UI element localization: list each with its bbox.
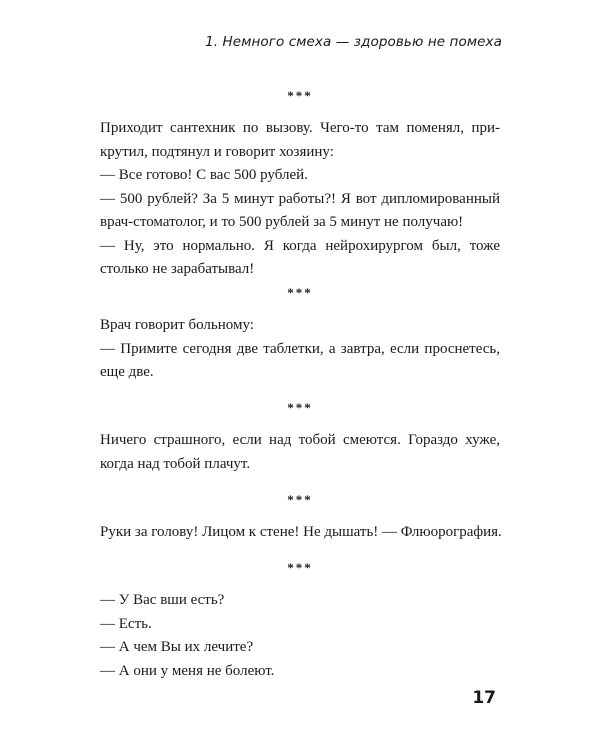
text-line: еще две.: [100, 364, 154, 380]
section-separator: ***: [287, 400, 313, 415]
section-separator: ***: [287, 88, 313, 103]
joke-xray: [100, 521, 500, 545]
section-separator: ***: [287, 492, 313, 507]
text-line: Врач говорит больному:: [100, 317, 254, 333]
running-header: 1. Немного смеха — здоровью не помеха: [205, 34, 502, 50]
text-line: — Есть.: [100, 615, 152, 632]
text-line: Ничего страшного, если над тобой смеются. Гораздо хуже,: [100, 432, 500, 448]
text-line: — А чем Вы их лечите?: [100, 639, 254, 655]
text-line: врач-стоматолог, и то 500 рублей за 5 минут не получаю!: [100, 214, 464, 230]
section-separator: ***: [287, 285, 313, 300]
text-line: Приходит сантехник по вызову. Чего-то там поменял, при-: [100, 120, 500, 136]
text-line: — Все готово! С вас 500 рублей.: [100, 167, 308, 183]
text-line: — А они у меня не болеют.: [100, 662, 275, 679]
joke-plumber: [100, 117, 500, 282]
text-line: — Примите сегодня две таблетки, а завтра, если проснетесь,: [100, 340, 500, 357]
joke-lice: [100, 589, 500, 683]
text-line: — У Вас вши есть?: [100, 592, 225, 608]
text-line: — 500 рублей? За 5 минут работы?! Я вот дипломированный: [100, 190, 500, 207]
text-line: — Ну, это нормально. Я когда нейрохирургом был, тоже: [100, 237, 500, 254]
joke-laugh: [100, 429, 500, 476]
joke-doctor-pills: [100, 314, 500, 385]
text-line: крутил, подтянул и говорит хозяину:: [100, 143, 334, 160]
text-line: столько не зарабатывал!: [100, 261, 255, 277]
text-line: Руки за голову! Лицом к стене! Не дышать! — Флюорография.: [100, 524, 502, 540]
text-line: когда над тобой плачут.: [100, 455, 251, 472]
section-separator: ***: [287, 560, 313, 575]
page-number: 17: [472, 688, 496, 708]
